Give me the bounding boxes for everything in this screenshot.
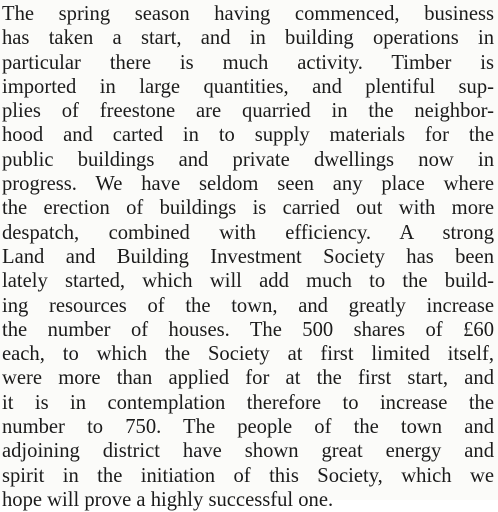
text-line: it is in contemplation therefore to increase the — [2, 391, 494, 414]
text-line: despatch, combined with efficiency. A strong — [2, 221, 494, 244]
text-line: ing resources of the town, and greatly increase — [2, 294, 494, 317]
text-line: imported in large quantities, and plentiful sup- — [2, 75, 494, 98]
text-line: spirit in the initiation of this Society, which we — [2, 464, 494, 487]
text-line: particular there is much activity. Timber is — [2, 51, 494, 74]
text-line: lately started, which will add much to the build- — [2, 270, 494, 293]
text-line: were more than applied for at the first start, and — [2, 367, 494, 390]
text-line: progress. We have seldom seen any place where — [2, 173, 494, 196]
text-line: public buildings and private dwellings now in — [2, 148, 494, 171]
text-line: adjoining district have shown great energy and — [2, 440, 494, 463]
text-line: Land and Building Investment Society has been — [2, 245, 494, 268]
text-line: the number of houses. The 500 shares of £60 — [2, 318, 494, 341]
text-line: The spring season having commenced, business — [2, 3, 494, 25]
text-line: hood and carted in to supply materials for the — [2, 124, 494, 147]
article-text — [2, 2, 494, 512]
text-line: the erection of buildings is carried out with more — [2, 197, 494, 220]
text-line: plies of freestone are quarried in the neighbor- — [2, 100, 494, 123]
text-line: each, to which the Society at first limited itself, — [2, 343, 494, 366]
text-line: has taken a start, and in building operations in — [2, 27, 494, 50]
text-line: number to 750. The people of the town and — [2, 416, 494, 439]
text-line: hope will prove a highly successful one. — [2, 488, 334, 511]
